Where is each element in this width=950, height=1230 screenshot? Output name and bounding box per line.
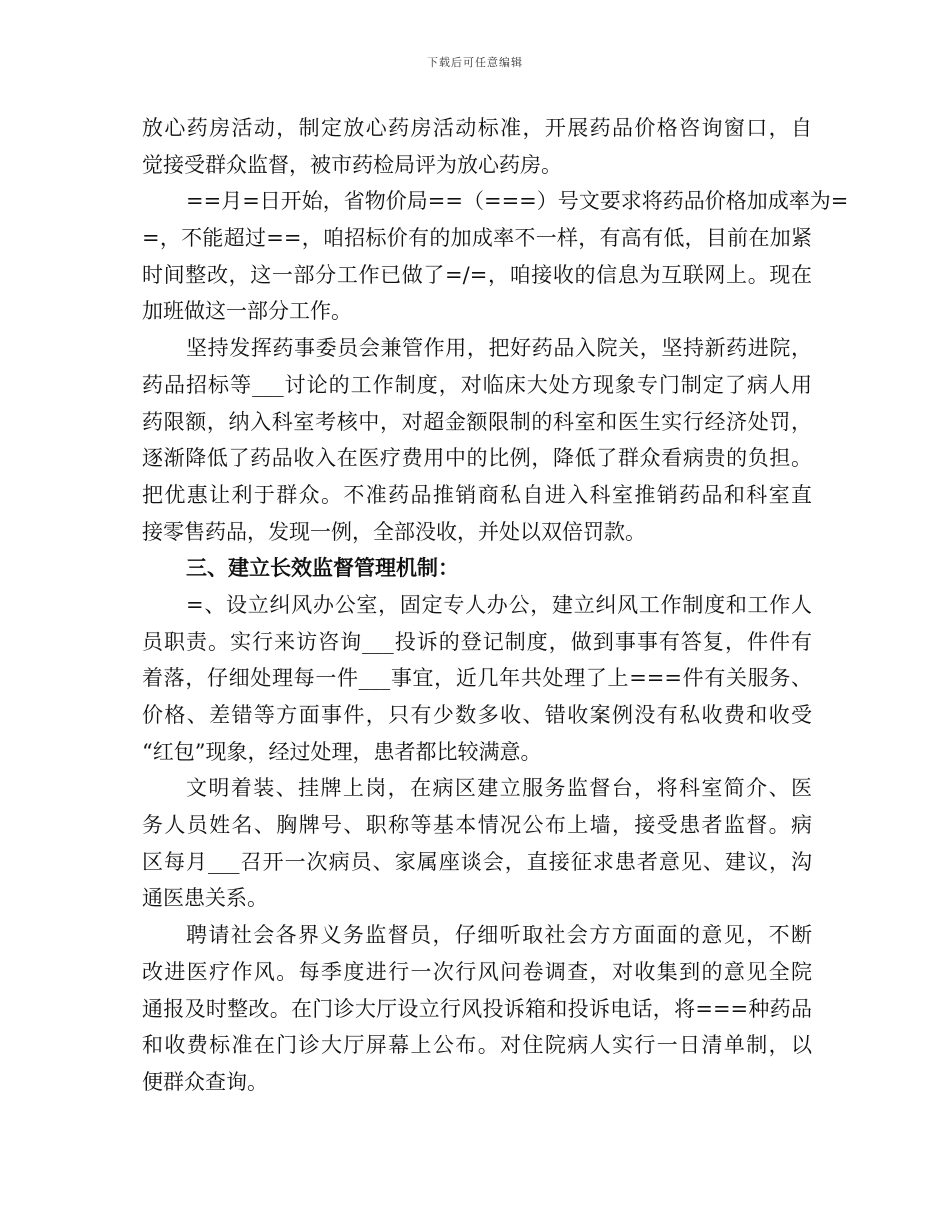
page-header: 下载后可任意编辑 bbox=[427, 56, 523, 69]
text-line: 务人员姓名、胸牌号、职称等基本情况公布上墙，接受患者监督。病 bbox=[142, 813, 812, 838]
text-line: 着落，仔细处理每一件___事宜，近几年共处理了上===件有关服务、 bbox=[142, 666, 812, 691]
text-line: =、设立纠风办公室，固定专人办公，建立纠风工作制度和工作人 bbox=[186, 592, 812, 617]
text-line: 员职责。实行来访咨询___投诉的登记制度，做到事事有答复，件件有 bbox=[142, 629, 812, 654]
text-line: 把优惠让利于群众。不准药品推销商私自进入科室推销药品和科室直 bbox=[142, 482, 812, 507]
text-line: 药限额，纳入科室考核中，对超金额限制的科室和医生实行经济处罚， bbox=[142, 409, 812, 434]
text-line: 坚持发挥药事委员会兼管作用，把好药品入院关，坚持新药进院， bbox=[186, 336, 812, 361]
text-line: 时间整改，这一部分工作已做了=/=，咱接收的信息为互联网上。现在 bbox=[142, 262, 812, 287]
document-body bbox=[142, 110, 849, 1101]
text-line: 接零售药品，发现一例，全部没收，并处以双倍罚款。 bbox=[142, 519, 646, 544]
text-line: 加班做这一部分工作。 bbox=[142, 299, 352, 324]
text-line: 逐渐降低了药品收入在医疗费用中的比例，降低了群众看病贵的负担。 bbox=[142, 446, 812, 471]
text-line: 通报及时整改。在门诊大厅设立行风投诉箱和投诉电话，将===种药品 bbox=[142, 996, 812, 1021]
text-line: 改进医疗作风。每季度进行一次行风问卷调查，对收集到的意见全院 bbox=[142, 959, 812, 984]
text-line: 觉接受群众监督，被市药检局评为放心药房。 bbox=[142, 152, 562, 177]
text-line: 放心药房活动，制定放心药房活动标准，开展药品价格咨询窗口，自 bbox=[142, 116, 812, 140]
text-line: 和收费标准在门诊大厅屏幕上公布。对住院病人实行一日清单制，以 bbox=[142, 1033, 812, 1058]
text-line: 便群众查询。 bbox=[142, 1069, 268, 1094]
text-line: “红包”现象，经过处理，患者都比较满意。 bbox=[142, 739, 542, 764]
text-line: ==月=日开始，省物价局==（===）号文要求将药品价格加成率为= bbox=[186, 189, 849, 214]
text-line: 聘请社会各界义务监督员，仔细听取社会方方面面的意见，不断 bbox=[186, 923, 812, 948]
text-line: 文明着装、挂牌上岗，在病区建立服务监督台，将科室简介、医 bbox=[186, 776, 812, 801]
text-line: 区每月___召开一次病员、家属座谈会，直接征求患者意见、建议，沟 bbox=[142, 849, 812, 874]
text-line: 药品招标等___讨论的工作制度，对临床大处方现象专门制定了病人用 bbox=[142, 372, 812, 397]
text-line: 价格、差错等方面事件，只有少数多收、错收案例没有私收费和收受 bbox=[142, 703, 812, 727]
text-line: =，不能超过==，咱招标价有的加成率不一样，有高有低，目前在加紧 bbox=[142, 226, 812, 251]
section-heading: 三、建立长效监督管理机制： bbox=[186, 555, 459, 581]
text-line: 通医患关系。 bbox=[142, 886, 268, 911]
